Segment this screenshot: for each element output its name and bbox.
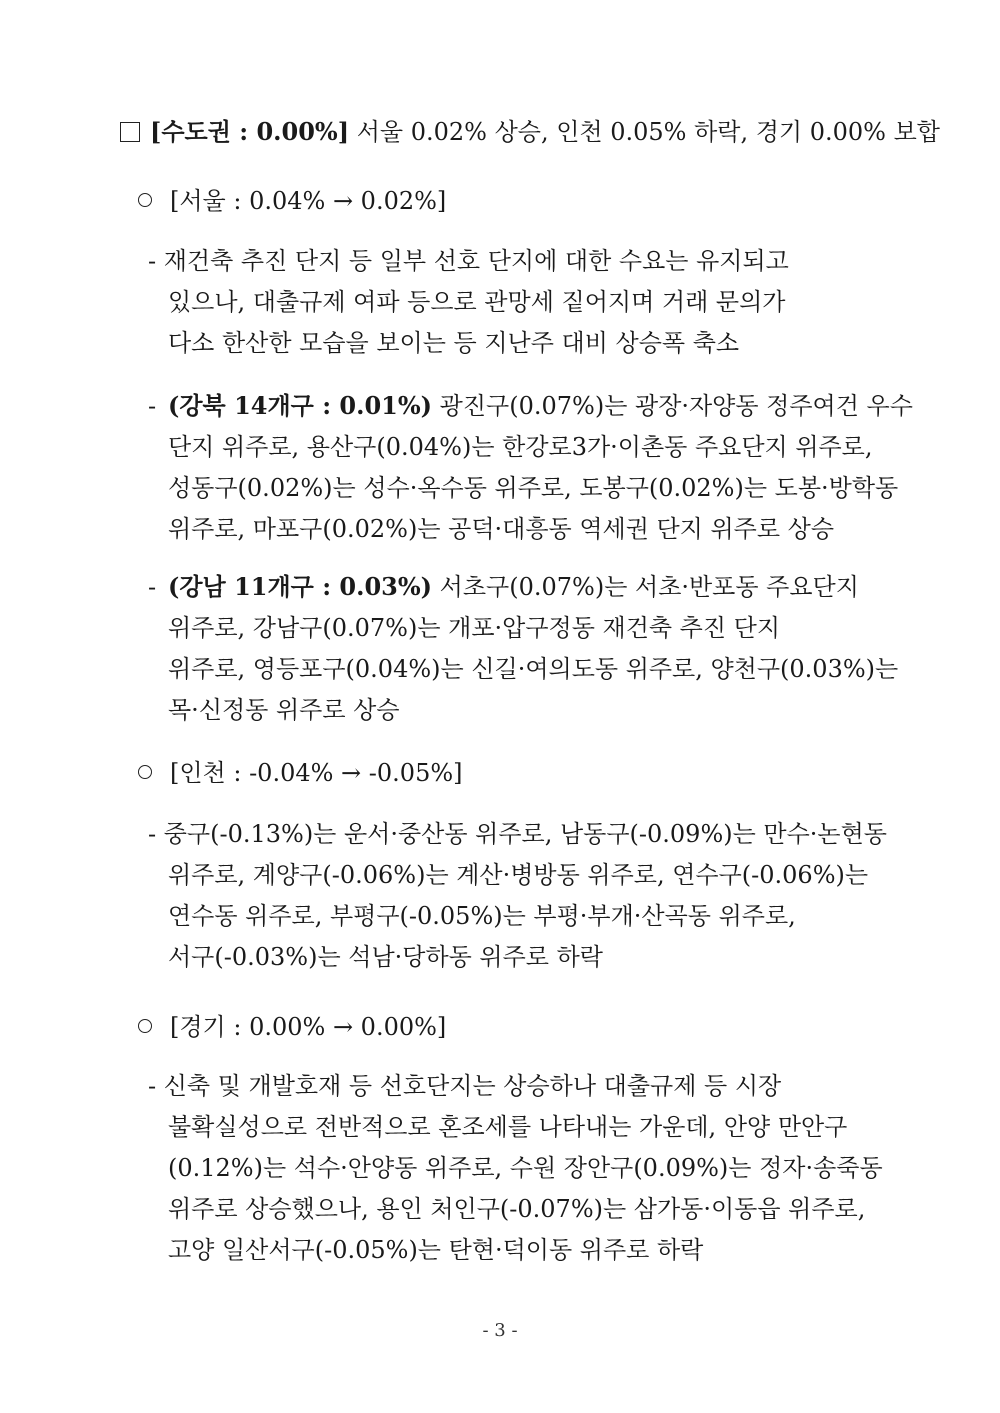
gyeonggi-paragraph [148,1066,886,1271]
text-line: 다소 한산한 모습을 보이는 등 지난주 대비 상승폭 축소 [168,329,740,357]
seoul-title [138,186,446,216]
gangbuk-line-1: 광진구(0.07%)는 광장·자양동 정주여건 우수 [439,392,913,420]
text-line: (0.12%)는 석수·안양동 위주로, 수원 장안구(0.09%)는 정자·송죽동 [168,1154,883,1182]
gangnam-lead: (강남 11개구 : 0.03%) [168,572,433,601]
seoul-title-text: [서울 : 0.04% → 0.02%] [170,187,447,215]
text-line: 성동구(0.02%)는 성수·옥수동 위주로, 도봉구(0.02%)는 도봉·방학동 [168,474,899,502]
text-line: - 신축 및 개발호재 등 선호단지는 상승하나 대출규제 등 시장 [148,1072,782,1100]
gangbuk-lead: (강북 14개구 : 0.01%) [168,391,433,420]
gyeonggi-title-text: [경기 : 0.00% → 0.00%] [170,1013,447,1041]
text-line: 위주로, 강남구(0.07%)는 개포·압구정동 재건축 추진 단지 [168,614,781,642]
text-line: 고양 일산서구(-0.05%)는 탄현·덕이동 위주로 하락 [168,1236,704,1264]
gangnam-line-1: 서초구(0.07%)는 서초·반포동 주요단지 [439,573,859,601]
text-line: 위주로, 계양구(-0.06%)는 계산·병방동 위주로, 연수구(-0.06%)는 [168,861,869,889]
text-line: - 중구(-0.13%)는 운서·중산동 위주로, 남동구(-0.09%)는 만수·논현동 [148,820,887,848]
incheon-title-text: [인천 : -0.04% → -0.05%] [170,759,463,787]
text-line: 불확실성으로 전반적으로 혼조세를 나타내는 가운데, 안양 만안구 [168,1113,848,1141]
text-line: 연수동 위주로, 부평구(-0.05%)는 부평·부개·산곡동 위주로, [168,902,796,930]
text-line: 단지 위주로, 용산구(0.04%)는 한강로3가·이촌동 주요단지 위주로, [168,433,873,461]
circle-bullet-icon [138,765,152,779]
page-number: - 3 - [482,1320,518,1341]
circle-bullet-icon [138,193,152,207]
text-line: 위주로, 마포구(0.02%)는 공덕·대흥동 역세권 단지 위주로 상승 [168,515,835,543]
text-line: - (강남 11개구 : 0.03%) 서초구(0.07%)는 서초·반포동 주요단지 [148,572,859,601]
text-line: - (강북 14개구 : 0.01%) 광진구(0.07%)는 광장·자양동 정주여건 우수 [148,391,913,420]
checkbox-square-icon [120,122,140,142]
text-line: 서구(-0.03%)는 석남·당하동 위주로 하락 [168,943,603,971]
text-line: 위주로 상승했으나, 용인 처인구(-0.07%)는 삼가동·이동읍 위주로, [168,1195,866,1223]
seoul-paragraph-gangbuk [148,385,913,550]
seoul-paragraph-1 [148,241,886,364]
seoul-paragraph-gangnam [148,566,899,731]
heading-label: [수도권 : 0.00%] [150,117,350,146]
incheon-title [138,758,463,788]
text-line: - 재건축 추진 단지 등 일부 선호 단지에 대한 수요는 유지되고 [148,247,789,275]
heading-text: 서울 0.02% 상승, 인천 0.05% 하락, 경기 0.00% 보합 [356,118,940,146]
gyeonggi-title [138,1012,446,1042]
circle-bullet-icon [138,1019,152,1033]
incheon-paragraph [148,814,886,978]
text-line: 있으나, 대출규제 여파 등으로 관망세 짙어지며 거래 문의가 [168,288,786,316]
text-line: 위주로, 영등포구(0.04%)는 신길·여의도동 위주로, 양천구(0.03%)는 [168,655,899,683]
section-heading [120,117,940,147]
text-line: 목·신정동 위주로 상승 [168,696,400,724]
